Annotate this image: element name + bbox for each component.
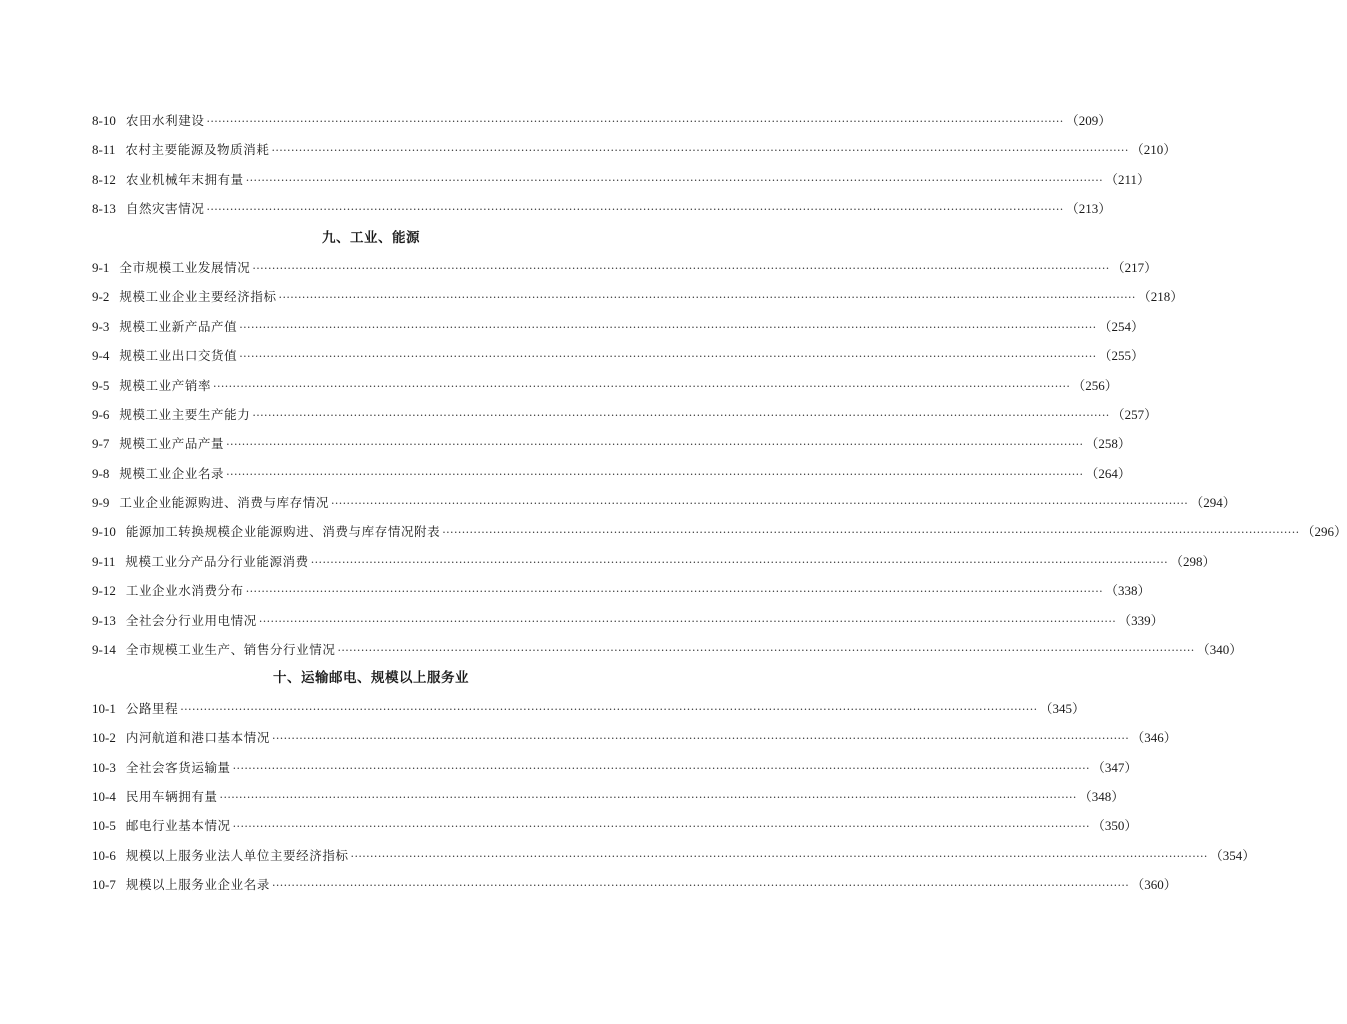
toc-entry[interactable]	[92, 371, 1118, 400]
dot-leader: ····························································································································································································································	[258, 614, 1117, 628]
entry-title: 邮电行业基本情况	[125, 818, 231, 834]
dot-leader: ····························································································································································································································	[278, 291, 1136, 305]
dot-leader: ····························································································································································································································	[337, 644, 1195, 658]
entry-title: 规模工业出口交货值	[119, 348, 238, 364]
entry-page-number: （210）	[1130, 142, 1177, 158]
dot-leader: ····························································································································································································································	[239, 350, 1097, 364]
entry-number: 9-1	[92, 259, 110, 275]
toc-entry[interactable]	[92, 753, 1138, 782]
table-of-contents	[92, 106, 1347, 900]
entry-page-number: （217）	[1111, 259, 1158, 275]
entry-page-number: （211）	[1105, 171, 1151, 187]
entry-number: 10-7	[92, 877, 116, 893]
dot-leader: ····························································································································································································································	[330, 497, 1189, 511]
entry-title: 公路里程	[125, 700, 179, 716]
entry-number: 10-5	[92, 818, 116, 834]
entry-number: 9-11	[92, 553, 116, 569]
toc-entry[interactable]	[92, 811, 1138, 840]
entry-title: 全市规模工业生产、销售分行业情况	[125, 642, 336, 658]
entry-title: 规模工业企业名录	[119, 465, 225, 481]
entry-number: 9-4	[92, 348, 110, 364]
entry-title: 农业机械年末拥有量	[125, 171, 244, 187]
dot-leader: ····························································································································································································································	[245, 173, 1103, 187]
dot-leader: ····························································································································································································································	[206, 203, 1064, 217]
entry-title: 农村主要能源及物质消耗	[125, 142, 270, 158]
entry-number: 9-3	[92, 318, 110, 334]
entry-number: 9-7	[92, 436, 110, 452]
toc-entry[interactable]	[92, 282, 1184, 311]
toc-entry[interactable]	[92, 253, 1158, 282]
entry-page-number: （294）	[1190, 495, 1236, 511]
toc-entry[interactable]	[92, 429, 1131, 458]
entry-page-number: （339）	[1118, 612, 1164, 628]
dot-leader: ····························································································································································································································	[239, 320, 1097, 334]
toc-entry[interactable]	[92, 517, 1347, 546]
entry-title: 内河航道和港口基本情况	[125, 730, 270, 746]
entry-number: 9-14	[92, 642, 116, 658]
toc-entry[interactable]	[92, 400, 1158, 429]
entry-number: 10-3	[92, 759, 116, 775]
dot-leader: ····························································································································································································································	[442, 526, 1300, 540]
entry-title: 规模工业新产品产值	[119, 318, 238, 334]
entry-title: 规模工业分产品分行业能源消费	[125, 553, 309, 569]
entry-page-number: （255）	[1098, 348, 1145, 364]
entry-title: 能源加工转换规模企业能源购进、消费与库存情况附表	[125, 524, 441, 540]
entry-title: 工业企业水消费分布	[125, 583, 244, 599]
dot-leader: ····························································································································································································································	[245, 585, 1103, 599]
dot-leader: ····························································································································································································································	[271, 144, 1129, 158]
entry-title: 工业企业能源购进、消费与库存情况	[119, 495, 329, 511]
dot-leader: ····························································································································································································································	[232, 820, 1090, 834]
dot-leader: ····························································································································································································································	[232, 761, 1090, 775]
entry-number: 10-4	[92, 788, 116, 804]
dot-leader: ····························································································································································································································	[252, 261, 1110, 275]
toc-entry[interactable]	[92, 488, 1236, 517]
toc-entry[interactable]	[92, 459, 1131, 488]
dot-leader: ····························································································································································································································	[310, 555, 1169, 569]
entry-title: 自然灾害情况	[125, 201, 205, 217]
dot-leader: ····························································································································································································································	[271, 879, 1130, 893]
entry-number: 8-13	[92, 201, 116, 217]
toc-entry[interactable]	[92, 165, 1151, 194]
toc-entry[interactable]	[92, 782, 1125, 811]
toc-entry[interactable]	[92, 694, 1086, 723]
entry-number: 10-1	[92, 700, 116, 716]
dot-leader: ····························································································································································································································	[252, 408, 1110, 422]
entry-page-number: （338）	[1105, 583, 1151, 599]
entry-page-number: （345）	[1039, 700, 1086, 716]
entry-title: 规模以上服务业企业名录	[125, 877, 270, 893]
dot-leader: ····························································································································································································································	[226, 467, 1084, 481]
entry-page-number: （347）	[1091, 759, 1138, 775]
entry-page-number: （254）	[1098, 318, 1145, 334]
entry-title: 农田水利建设	[125, 113, 205, 128]
entry-page-number: （348）	[1078, 788, 1125, 804]
toc-entry[interactable]	[92, 341, 1145, 370]
dot-leader: ····························································································································································································································	[206, 115, 1064, 128]
entry-title: 规模工业企业主要经济指标	[119, 289, 277, 305]
entry-title: 民用车辆拥有量	[125, 788, 218, 804]
entry-page-number: （296）	[1301, 524, 1347, 540]
entry-number: 9-9	[92, 495, 110, 511]
toc-entry[interactable]	[92, 841, 1256, 870]
entry-page-number: （209）	[1065, 113, 1112, 128]
toc-entry[interactable]	[92, 635, 1243, 664]
dot-leader: ····························································································································································································································	[271, 732, 1130, 746]
toc-entry[interactable]	[92, 606, 1164, 635]
entry-number: 9-5	[92, 377, 110, 393]
entry-number: 10-6	[92, 847, 116, 863]
entry-title: 规模以上服务业法人单位主要经济指标	[125, 847, 349, 863]
entry-page-number: （354）	[1209, 847, 1256, 863]
dot-leader: ····························································································································································································································	[226, 438, 1084, 452]
entry-page-number: （264）	[1085, 465, 1131, 481]
entry-number: 9-10	[92, 524, 116, 540]
entry-page-number: （218）	[1137, 289, 1184, 305]
entry-title: 规模工业产销率	[119, 377, 212, 393]
entry-number: 9-6	[92, 406, 110, 422]
entry-number: 8-12	[92, 171, 116, 187]
dot-leader: ····························································································································································································································	[219, 790, 1077, 804]
toc-entry[interactable]	[92, 312, 1145, 341]
entry-number: 9-8	[92, 465, 110, 481]
dot-leader: ····························································································································································································································	[213, 379, 1071, 393]
entry-title: 规模工业产品产量	[119, 436, 225, 452]
entry-page-number: （340）	[1196, 642, 1243, 658]
toc-entry[interactable]	[92, 547, 1216, 576]
entry-title: 全市规模工业发展情况	[119, 259, 251, 275]
entry-page-number: （256）	[1072, 377, 1118, 393]
entry-page-number: （350）	[1091, 818, 1138, 834]
section-heading: 十、运输邮电、规模以上服务业	[273, 670, 469, 687]
entry-title: 全社会分行业用电情况	[125, 612, 257, 628]
toc-entry[interactable]	[92, 576, 1151, 605]
entry-page-number: （346）	[1131, 730, 1177, 746]
entry-page-number: （258）	[1085, 436, 1131, 452]
entry-title: 全社会客货运输量	[125, 759, 231, 775]
entry-number: 9-2	[92, 289, 110, 305]
entry-page-number: （298）	[1170, 553, 1216, 569]
toc-entry[interactable]	[92, 135, 1177, 164]
entry-number: 10-2	[92, 730, 116, 746]
toc-entry[interactable]	[92, 723, 1177, 752]
entry-title: 规模工业主要生产能力	[119, 406, 251, 422]
section-heading: 九、工业、能源	[322, 229, 420, 246]
entry-number: 9-12	[92, 583, 116, 599]
entry-number: 8-10	[92, 113, 116, 128]
dot-leader: ····························································································································································································································	[350, 849, 1208, 863]
toc-entry[interactable]	[92, 194, 1112, 223]
entry-number: 9-13	[92, 612, 116, 628]
toc-entry[interactable]	[92, 106, 1112, 135]
entry-number: 8-11	[92, 142, 116, 158]
entry-page-number: （360）	[1131, 877, 1177, 893]
dot-leader: ····························································································································································································································	[180, 702, 1038, 716]
toc-entry[interactable]	[92, 870, 1177, 899]
entry-page-number: （257）	[1111, 406, 1158, 422]
entry-page-number: （213）	[1065, 201, 1112, 217]
